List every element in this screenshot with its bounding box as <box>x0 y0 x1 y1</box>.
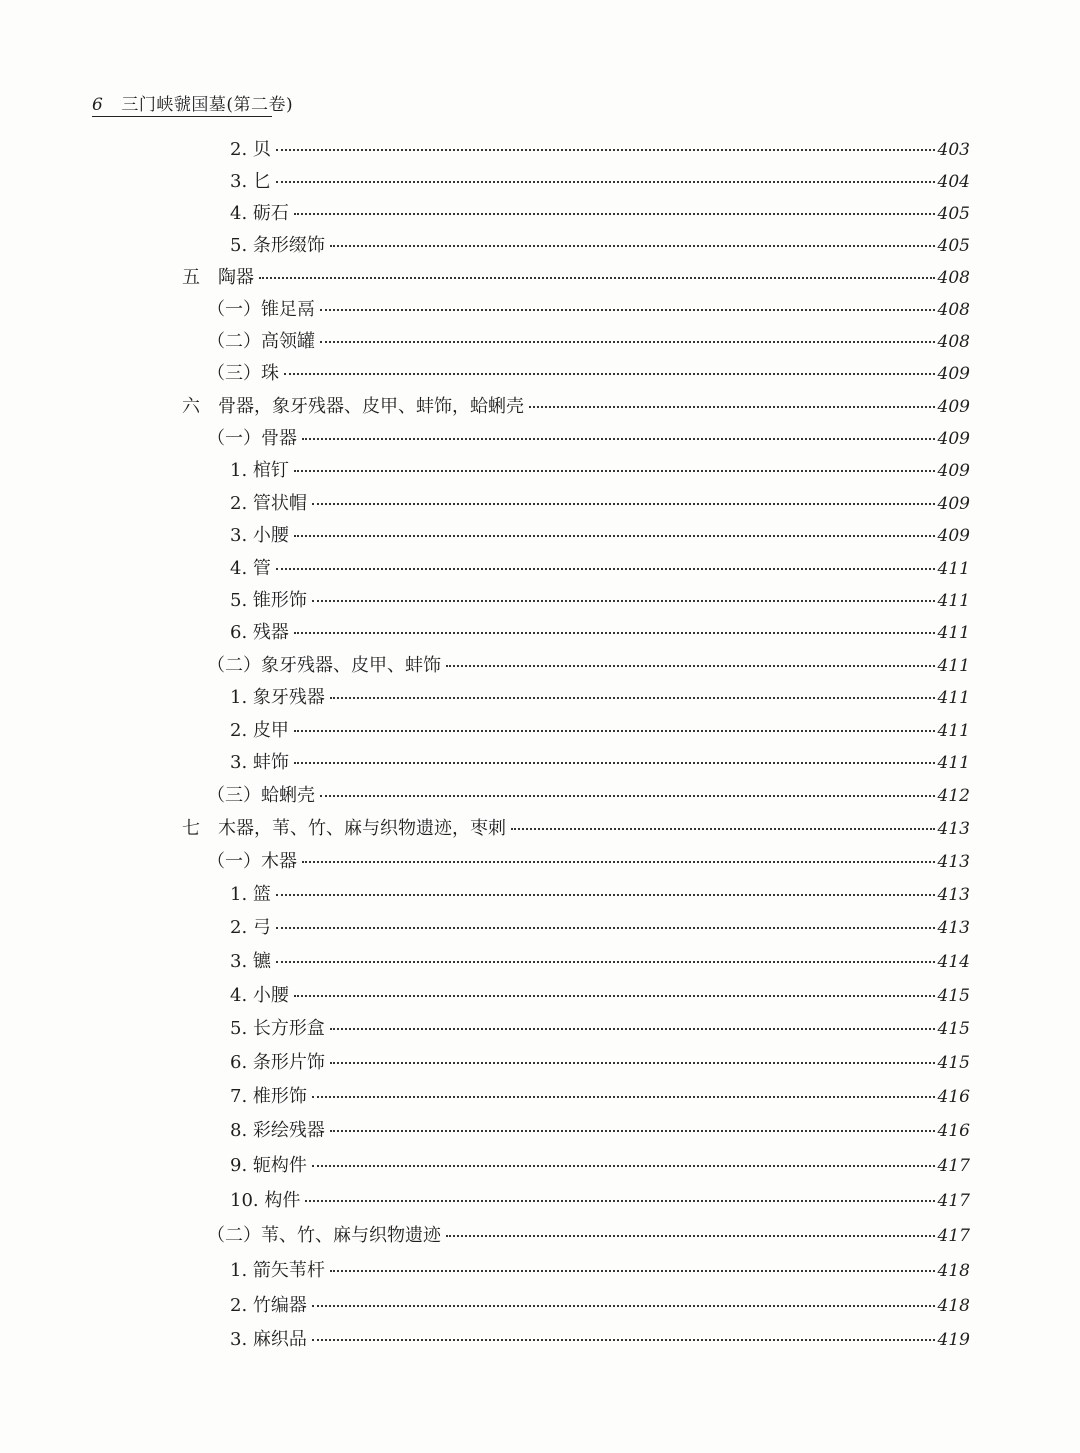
dot-leader <box>312 485 935 505</box>
toc-entry <box>230 1013 970 1045</box>
toc-entry <box>230 520 970 552</box>
toc-entry-label: （二）苇、竹、麻与织物遗迹 <box>207 1225 441 1246</box>
toc-entry-label: 5. 长方形盒 <box>230 1018 325 1039</box>
toc-entry-page-number: 419 <box>937 1330 970 1350</box>
dot-leader <box>320 291 935 311</box>
toc-entry-page-number: 418 <box>937 1261 970 1281</box>
toc-entry-label: 6. 条形片饰 <box>230 1052 325 1073</box>
dot-leader <box>312 1321 935 1341</box>
toc-entry-page-number: 411 <box>937 721 970 741</box>
toc-entry-page-number: 404 <box>937 172 970 192</box>
toc-entry <box>230 166 970 198</box>
dot-leader <box>294 195 935 215</box>
dot-leader <box>276 163 935 183</box>
toc-entry-label: 1. 箭矢苇杆 <box>230 1260 325 1281</box>
toc-entry-label: 2. 管状帽 <box>230 493 307 514</box>
toc-entry <box>230 1150 970 1182</box>
toc-entry-label: 5. 条形缀饰 <box>230 235 325 256</box>
toc-entry-page-number: 413 <box>937 819 970 839</box>
toc-entry <box>230 980 970 1012</box>
toc-entry-label: （三）珠 <box>207 363 279 384</box>
toc-entry-label: （一）木器 <box>207 851 297 872</box>
toc-entry <box>230 455 970 487</box>
toc-entry-label: 七 木器，苇、竹、麻与织物遗迹，枣刺 <box>182 818 506 839</box>
toc-entry-page-number: 413 <box>937 918 970 938</box>
dot-leader <box>330 1252 935 1272</box>
dot-leader <box>330 1112 935 1132</box>
dot-leader <box>294 744 935 764</box>
toc-entry <box>230 488 970 520</box>
toc-entry-label: （二）高领罐 <box>207 331 315 352</box>
toc-entry-page-number: 411 <box>937 688 970 708</box>
toc-entry <box>230 230 970 262</box>
toc-entry-page-number: 416 <box>937 1121 970 1141</box>
dot-leader <box>511 810 935 830</box>
toc-entry-page-number: 417 <box>937 1156 970 1176</box>
toc-entry <box>207 423 970 455</box>
toc-entry-page-number: 417 <box>937 1226 970 1246</box>
toc-entry-label: 3. 匕 <box>230 171 271 192</box>
toc-entry-page-number: 409 <box>937 397 970 417</box>
toc-entry-page-number: 408 <box>937 268 970 288</box>
toc-entry <box>182 391 970 423</box>
toc-entry-label: （一）锥足鬲 <box>207 299 315 320</box>
toc-entry-label: 3. 镳 <box>230 951 271 972</box>
toc-entry <box>230 912 970 944</box>
toc-entry-label: 2. 贝 <box>230 139 271 160</box>
toc-entry-label: （一）骨器 <box>207 428 297 449</box>
toc-entry-label: 4. 砺石 <box>230 203 289 224</box>
dot-leader <box>330 1010 935 1030</box>
dot-leader <box>276 909 935 929</box>
toc-entry-page-number: 403 <box>937 140 970 160</box>
dot-leader <box>284 355 935 375</box>
toc-entry <box>230 585 970 617</box>
toc-entry-label: 9. 轭构件 <box>230 1155 307 1176</box>
toc-entry-label: 六 骨器，象牙残器、皮甲、蚌饰，蛤蜊壳 <box>182 396 524 417</box>
dot-leader <box>302 843 935 863</box>
toc-entry <box>207 294 970 326</box>
header-rule <box>92 116 272 117</box>
running-header <box>92 90 293 115</box>
toc-entry <box>230 134 970 166</box>
toc-entry-label: 3. 麻织品 <box>230 1329 307 1350</box>
toc-entry-label: 6. 残器 <box>230 622 289 643</box>
toc-entry <box>207 650 970 682</box>
dot-leader <box>320 323 935 343</box>
toc-entry <box>230 747 970 779</box>
toc-entry-label: 2. 弓 <box>230 917 271 938</box>
dot-leader <box>276 131 935 151</box>
dot-leader <box>330 1044 935 1064</box>
header-page-number: 6 <box>92 95 104 115</box>
toc-entry-page-number: 415 <box>937 1019 970 1039</box>
dot-leader <box>302 420 935 440</box>
toc-entry-label: 1. 篮 <box>230 884 271 905</box>
toc-entry-page-number: 405 <box>937 204 970 224</box>
dot-leader <box>446 1217 935 1237</box>
toc-entry <box>230 1047 970 1079</box>
toc-entry-page-number: 417 <box>937 1191 970 1211</box>
toc-entry-label: 4. 小腰 <box>230 985 289 1006</box>
toc-entry <box>207 358 970 390</box>
dot-leader <box>294 977 935 997</box>
dot-leader <box>276 550 935 570</box>
toc-entry-page-number: 409 <box>937 364 970 384</box>
dot-leader <box>312 582 935 602</box>
toc-entry <box>207 1220 970 1252</box>
toc-entry-page-number: 412 <box>937 786 970 806</box>
toc-entry-label: 8. 彩绘残器 <box>230 1120 325 1141</box>
toc-entry-page-number: 409 <box>937 461 970 481</box>
toc-entry-page-number: 411 <box>937 591 970 611</box>
toc-entry-label: 2. 竹编器 <box>230 1295 307 1316</box>
toc-entry-label: （二）象牙残器、皮甲、蚌饰 <box>207 655 441 676</box>
toc-entry-label: 1. 象牙残器 <box>230 687 325 708</box>
toc-entry <box>230 1255 970 1287</box>
toc-entry-page-number: 415 <box>937 986 970 1006</box>
toc-entry-label: 1. 棺钉 <box>230 460 289 481</box>
toc-entry-label: 五 陶器 <box>182 267 254 288</box>
dot-leader <box>259 259 935 279</box>
toc-entry-page-number: 409 <box>937 526 970 546</box>
toc-entry-page-number: 411 <box>937 753 970 773</box>
toc-entry <box>230 879 970 911</box>
toc-entry <box>230 715 970 747</box>
toc-entry-page-number: 414 <box>937 952 970 972</box>
toc-entry <box>230 617 970 649</box>
toc-entry-page-number: 416 <box>937 1087 970 1107</box>
dot-leader <box>294 614 935 634</box>
toc-entry-page-number: 408 <box>937 300 970 320</box>
dot-leader <box>320 777 935 797</box>
dot-leader <box>330 227 935 247</box>
dot-leader <box>330 679 935 699</box>
toc-entry <box>230 1115 970 1147</box>
toc-entry <box>230 1290 970 1322</box>
toc-entry <box>230 1324 970 1356</box>
toc-entry <box>230 198 970 230</box>
toc-entry <box>207 780 970 812</box>
toc-entry <box>230 1081 970 1113</box>
toc-entry-page-number: 411 <box>937 559 970 579</box>
dot-leader <box>305 1182 934 1202</box>
dot-leader <box>276 876 935 896</box>
toc-entry-page-number: 413 <box>937 885 970 905</box>
toc-entry-page-number: 418 <box>937 1296 970 1316</box>
dot-leader <box>529 388 935 408</box>
toc-entry-page-number: 413 <box>937 852 970 872</box>
dot-leader <box>312 1147 935 1167</box>
toc-entry-label: 10. 构件 <box>230 1190 301 1211</box>
toc-entry <box>182 813 970 845</box>
toc-entry <box>182 262 970 294</box>
toc-entry-page-number: 408 <box>937 332 970 352</box>
toc-entry-label: 4. 管 <box>230 558 271 579</box>
dot-leader <box>312 1078 935 1098</box>
header-book-title: 三门峡虢国墓(第二卷) <box>121 95 294 115</box>
toc-entry <box>230 682 970 714</box>
dot-leader <box>294 517 935 537</box>
toc-entry-page-number: 411 <box>937 656 970 676</box>
toc-entry-page-number: 411 <box>937 623 970 643</box>
toc-entry <box>230 946 970 978</box>
dot-leader <box>294 712 935 732</box>
toc-entry <box>207 846 970 878</box>
toc-entry-page-number: 409 <box>937 494 970 514</box>
toc-entry-label: （三）蛤蜊壳 <box>207 785 315 806</box>
toc-entry-page-number: 405 <box>937 236 970 256</box>
toc-entry-page-number: 415 <box>937 1053 970 1073</box>
toc-entry-label: 3. 蚌饰 <box>230 752 289 773</box>
toc-entry-label: 5. 锥形饰 <box>230 590 307 611</box>
dot-leader <box>312 1287 935 1307</box>
toc-entry-label: 2. 皮甲 <box>230 720 289 741</box>
dot-leader <box>294 452 935 472</box>
dot-leader <box>276 943 935 963</box>
toc-entry-label: 3. 小腰 <box>230 525 289 546</box>
toc-entry <box>230 553 970 585</box>
dot-leader <box>446 647 935 667</box>
toc-entry-page-number: 409 <box>937 429 970 449</box>
toc-entry <box>207 326 970 358</box>
toc-entry-label: 7. 椎形饰 <box>230 1086 307 1107</box>
toc-entry <box>230 1185 970 1217</box>
